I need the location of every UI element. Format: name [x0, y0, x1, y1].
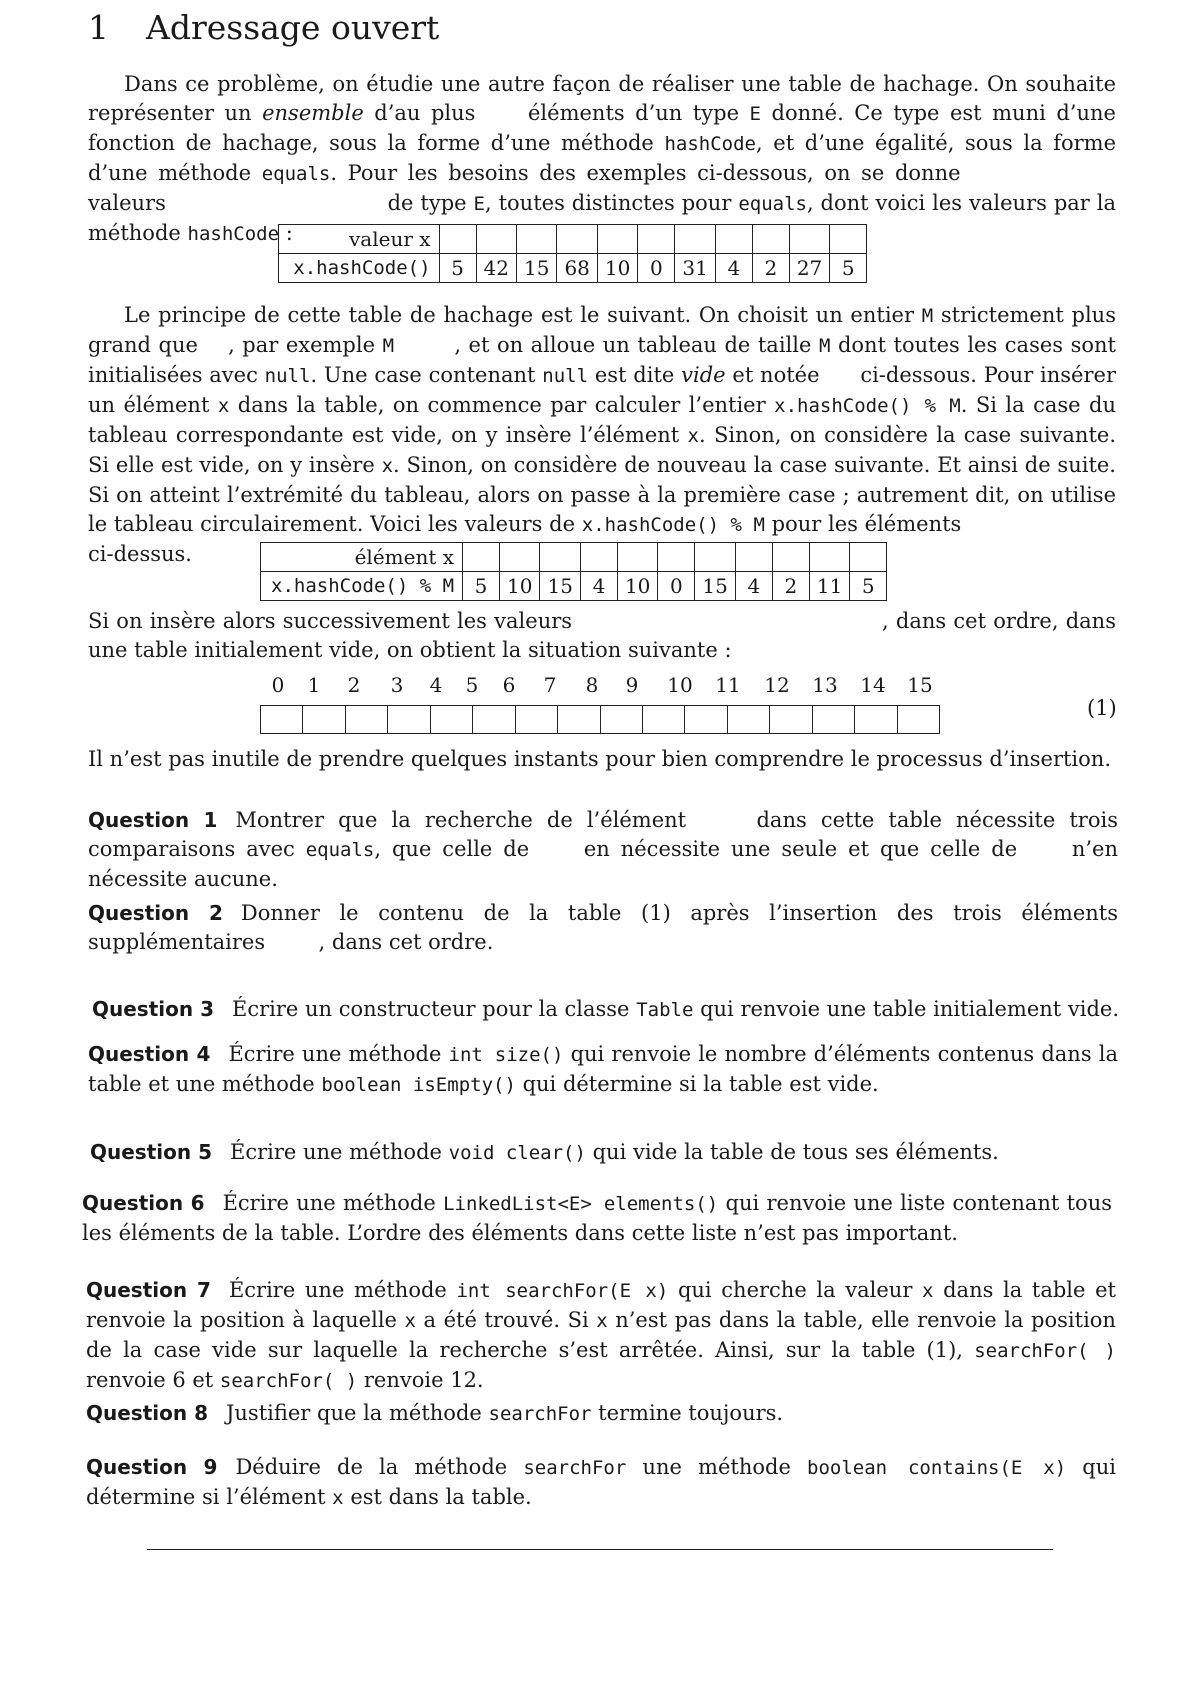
array-index: 14 [860, 673, 886, 697]
mod-cell: 5 [850, 572, 887, 601]
section-title: Adressage ouvert [146, 8, 440, 47]
mod-cell: 10 [500, 572, 540, 601]
hash-cell: 5 [439, 254, 476, 283]
array-slot [898, 706, 939, 733]
question-label: Question 4 [88, 1042, 211, 1066]
hash-cell: 42 [476, 254, 516, 283]
question-5: Question 5 Écrire une méthode void clear() qui vide la table de tous ses éléments. [90, 1140, 999, 1164]
question-3: Question 3 Écrire un constructeur pour la classe Table qui renvoie une table initialement vide. [92, 997, 1120, 1021]
row-label-hashcode: x.hashCode() [279, 254, 440, 283]
row-label-value: valeur x [279, 225, 440, 254]
array-index: 7 [543, 673, 557, 697]
mod-cell: 0 [658, 572, 695, 601]
hash-cell: 27 [789, 254, 829, 283]
mod-cell: 11 [809, 572, 849, 601]
principle-paragraph: Le principe de cette table de hachage est le suivant. On choisit un entier M strictement plus grand que , par exemple M , et on alloue un tableau de taille M dont toutes les cases sont initialisées avec null. Une case contenant null est dite vide et notée ci-dessous. Pour insérer un élément x dans la table, on commence par calculer l’entier x.hashCode() % M. Si la case du tableau correspondante est vide, on y insère l’élément x. Sinon, on considère la case suivante. Si elle est vide, on y insère x. Sinon, on considère de nouveau la case suivante. Et ainsi de suite. Si on atteint l’extrémité du tableau, alors on passe à la première case ; autrement dit, on utilise le tableau circulairement. Voici les valeurs de x.hashCode() % M pour les éléments ci-dessus. [88, 303, 1117, 566]
question-label: Question 6 [82, 1191, 205, 1215]
hash-cell: 68 [557, 254, 597, 283]
array-slot [516, 706, 558, 733]
modulo-table [260, 542, 887, 601]
array-slot [643, 706, 685, 733]
array-slot [346, 706, 388, 733]
array-slot [558, 706, 600, 733]
section-heading [88, 4, 439, 52]
table-row [279, 225, 867, 254]
hash-cell: 31 [675, 254, 715, 283]
mod-cell: 15 [695, 572, 735, 601]
array-slot [685, 706, 727, 733]
array-index: 5 [465, 673, 479, 697]
question-6: Question 6 Écrire une méthode LinkedList<E> elements() qui renvoie une liste contenant tous les éléments de la table. L’ordre des éléments dans cette liste n’est pas important. [82, 1191, 1112, 1245]
question-label: Question 1 [88, 808, 218, 832]
question-label: Question 9 [86, 1455, 218, 1479]
insertion-note: Il n’est pas inutile de prendre quelques instants pour bien comprendre le processus d’insertion. [88, 747, 1111, 771]
hash-cell: 5 [830, 254, 867, 283]
array-slot [261, 706, 303, 733]
array-index: 4 [429, 673, 443, 697]
hash-cell: 4 [715, 254, 752, 283]
question-label: Question 7 [86, 1278, 211, 1302]
question-9: Question 9 Déduire de la méthode searchFor une méthode boolean contains(E x) qui détermine si l’élément x est dans la table. [86, 1455, 1116, 1509]
array-slot [770, 706, 812, 733]
table-row [261, 572, 887, 601]
mod-cell: 10 [617, 572, 657, 601]
question-7: Question 7 Écrire une méthode int searchFor(E x) qui cherche la valeur x dans la table et renvoie la position à laquelle x a été trouvé. Si x n’est pas dans la table, elle renvoie la position de la case vide sur laquelle la recherche s’est arrêtée. Ainsi, sur la table (1), searchFor( ) renvoie 6 et searchFor( ) renvoie 12. [86, 1278, 1116, 1392]
hash-cell: 2 [752, 254, 789, 283]
array-index: 6 [502, 673, 516, 697]
question-label: Question 5 [90, 1140, 212, 1164]
array-index: 2 [347, 673, 361, 697]
mod-cell: 4 [735, 572, 772, 601]
hash-cell: 10 [597, 254, 637, 283]
array-slot [388, 706, 430, 733]
array-index: 9 [625, 673, 639, 697]
row-label-modulo: x.hashCode() % M [261, 572, 463, 601]
array-index: 15 [907, 673, 933, 697]
equation-number: (1) [1087, 696, 1117, 720]
insertion-paragraph: Si on insère alors successivement les valeurs , dans cet ordre, dans une table initialement vide, on obtient la situation suivante : [88, 609, 1116, 662]
hash-cell: 15 [517, 254, 557, 283]
array-slot [813, 706, 855, 733]
array-slot [303, 706, 345, 733]
question-label: Question 8 [86, 1401, 208, 1425]
mod-cell: 4 [580, 572, 617, 601]
array-slot [728, 706, 770, 733]
question-2: Question 2 Donner le contenu de la table (1) après l’insertion des trois éléments supplémentaires , dans cet ordre. [88, 901, 1118, 954]
mod-cell: 2 [772, 572, 809, 601]
section-number: 1 [88, 8, 109, 47]
hash-array [260, 705, 940, 734]
array-index: 1 [307, 673, 321, 697]
array-index: 11 [715, 673, 741, 697]
question-8: Question 8 Justifier que la méthode searchFor termine toujours. [86, 1401, 784, 1425]
hash-cell: 0 [638, 254, 675, 283]
array-slot [855, 706, 897, 733]
intro-paragraph: Dans ce problème, on étudie une autre façon de réaliser une table de hachage. On souhaite représenter un ensemble d’au plus éléments d’un type E donné. Ce type est muni d’une fonction de hachage, sous la forme d’une méthode hashCode, et d’une égalité, sous la forme d’une méthode equals. Pour les besoins des exemples ci-dessous, on se donne valeurs de type E, toutes distinctes pour equals, dont voici les valeurs par la méthode hashCode : [88, 72, 1117, 245]
question-4: Question 4 Écrire une méthode int size() qui renvoie le nombre d’éléments contenus dans la table et une méthode boolean isEmpty() qui détermine si la table est vide. [88, 1042, 1118, 1096]
hashcode-table [278, 224, 867, 283]
array-slot [601, 706, 643, 733]
question-label: Question 2 [88, 901, 223, 925]
array-slot [473, 706, 515, 733]
array-index: 12 [764, 673, 790, 697]
table-row [279, 254, 867, 283]
closing-rule [147, 1549, 1053, 1550]
array-index: 13 [812, 673, 838, 697]
mod-cell: 5 [463, 572, 500, 601]
question-1: Question 1 Montrer que la recherche de l’élément dans cette table nécessite trois comparaisons avec equals, que celle de en nécessite une seule et que celle de n’en nécessite aucune. [88, 808, 1118, 891]
question-label: Question 3 [92, 997, 214, 1021]
array-index: 3 [390, 673, 404, 697]
table-row [261, 543, 887, 572]
mod-cell: 15 [540, 572, 580, 601]
array-index: 8 [585, 673, 599, 697]
array-slot [431, 706, 473, 733]
array-index: 10 [667, 673, 693, 697]
row-label-element: élément x [261, 543, 463, 572]
array-index: 0 [271, 673, 285, 697]
